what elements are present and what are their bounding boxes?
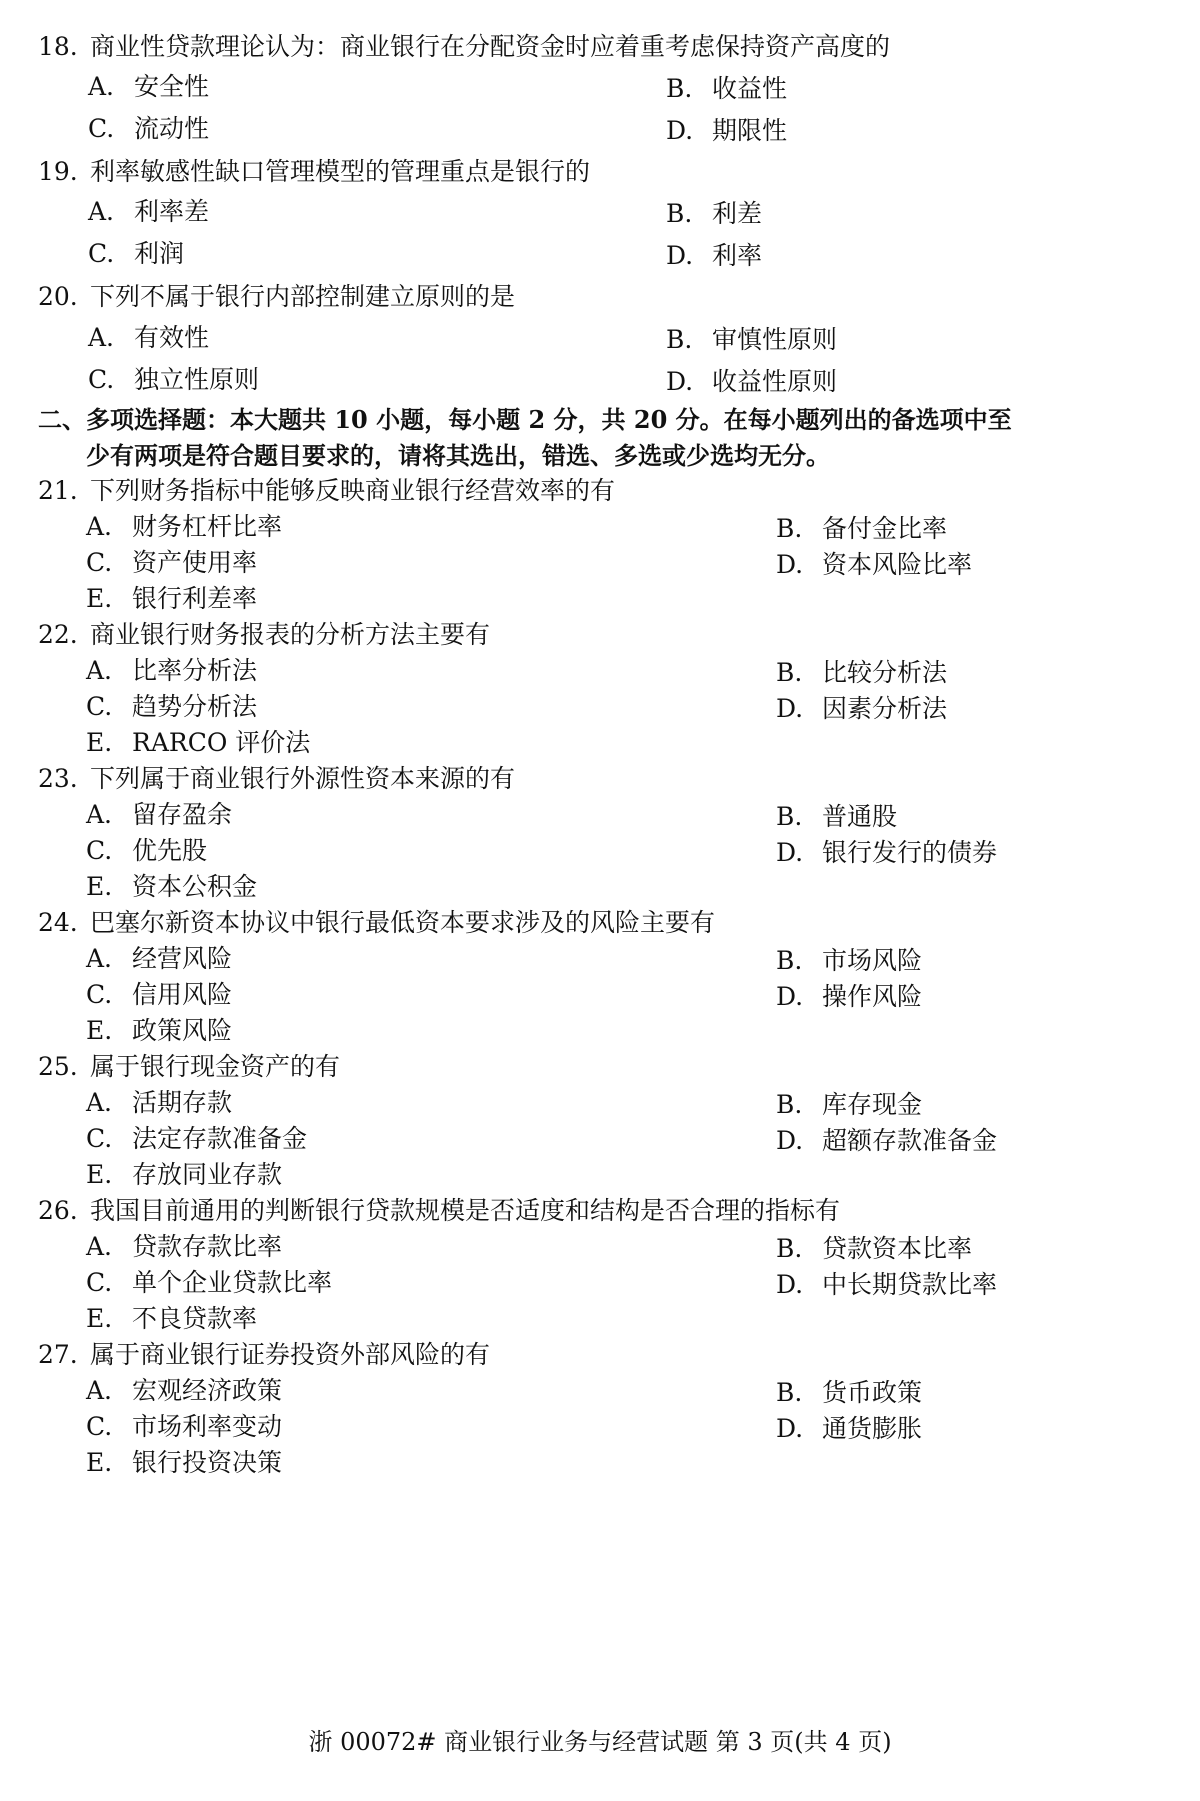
option-a: A. 活期存款 [86,1088,233,1117]
question-26 [38,1198,840,1223]
option-e: E. 银行利差率 [86,584,258,613]
option-a: A. 利率差 [88,197,210,226]
question-number: 23. [38,764,78,793]
question-number: 24. [38,908,78,937]
question-stem: 利率敏感性缺口管理模型的管理重点是银行的 [90,157,591,186]
option-b: B. 普通股 [776,802,898,831]
option-d: D. 收益性原则 [666,367,838,396]
option-d: D. 超额存款准备金 [776,1126,998,1155]
option-e: E. 政策风险 [86,1016,233,1045]
option-c: C. 流动性 [88,114,210,143]
option-b: B. 比较分析法 [776,658,948,687]
option-a: A. 经营风险 [86,944,233,973]
option-e: E. 存放同业存款 [86,1160,283,1189]
option-a: A. 贷款存款比率 [86,1232,283,1261]
option-a: A. 财务杠杆比率 [86,512,283,541]
question-number: 20. [38,282,78,311]
question-stem: 商业银行财务报表的分析方法主要有 [90,620,491,649]
option-d: D. 利率 [666,241,763,270]
question-18 [38,34,890,59]
question-stem: 我国目前通用的判断银行贷款规模是否适度和结构是否合理的指标有 [90,1196,841,1225]
option-b: B. 备付金比率 [776,514,948,543]
page-footer: 浙 00072# 商业银行业务与经营试题 第 3 页(共 4 页) [308,1728,892,1756]
option-a: A. 留存盈余 [86,800,233,829]
option-b: B. 收益性 [666,74,788,103]
option-c: C. 法定存款准备金 [86,1124,308,1153]
question-number: 25. [38,1052,78,1081]
option-c: C. 独立性原则 [88,365,260,394]
section-heading-cont: 少有两项是符合题目要求的，请将其选出，错选、多选或少选均无分。 [86,441,830,470]
option-e: E. 资本公积金 [86,872,258,901]
question-21 [38,478,615,503]
option-d: D. 操作风险 [776,982,923,1011]
question-19 [38,159,590,184]
question-22 [38,622,490,647]
option-e: E. 银行投资决策 [86,1448,283,1477]
option-a: A. 比率分析法 [86,656,258,685]
option-b: B. 货币政策 [776,1378,923,1407]
question-stem: 属于银行现金资产的有 [90,1052,341,1081]
option-b: B. 库存现金 [776,1090,923,1119]
question-number: 27. [38,1340,78,1369]
question-stem: 下列财务指标中能够反映商业银行经营效率的有 [90,476,616,505]
option-d: D. 通货膨胀 [776,1414,923,1443]
question-stem: 商业性贷款理论认为：商业银行在分配资金时应着重考虑保持资产高度的 [90,32,891,61]
question-stem: 属于商业银行证券投资外部风险的有 [90,1340,491,1369]
option-e: E. 不良贷款率 [86,1304,258,1333]
option-b: B. 审慎性原则 [666,325,838,354]
option-a: A. 安全性 [88,72,210,101]
question-20 [38,284,515,309]
question-stem: 下列属于商业银行外源性资本来源的有 [90,764,516,793]
option-d: D. 期限性 [666,116,788,145]
option-d: D. 银行发行的债券 [776,838,998,867]
option-a: A. 有效性 [88,323,210,352]
question-24 [38,910,715,935]
question-number: 19. [38,157,78,186]
question-stem: 巴塞尔新资本协议中银行最低资本要求涉及的风险主要有 [90,908,716,937]
question-stem: 下列不属于银行内部控制建立原则的是 [90,282,516,311]
option-b: B. 利差 [666,199,763,228]
option-c: C. 市场利率变动 [86,1412,283,1441]
option-b: B. 贷款资本比率 [776,1234,973,1263]
option-c: C. 利润 [88,239,185,268]
option-c: C. 单个企业贷款比率 [86,1268,333,1297]
question-number: 26. [38,1196,78,1225]
option-b: B. 市场风险 [776,946,923,975]
question-27 [38,1342,490,1367]
question-23 [38,766,515,791]
option-a: A. 宏观经济政策 [86,1376,283,1405]
option-d: D. 因素分析法 [776,694,948,723]
option-c: C. 资产使用率 [86,548,258,577]
section-heading: 二、多项选择题：本大题共 10 小题，每小题 2 分，共 20 分。在每小题列出的备选项中至 [38,405,1012,434]
question-number: 18. [38,32,78,61]
option-e: E. RARCO 评价法 [86,728,311,757]
option-c: C. 优先股 [86,836,208,865]
option-d: D. 中长期贷款比率 [776,1270,998,1299]
question-number: 21. [38,476,78,505]
option-c: C. 趋势分析法 [86,692,258,721]
question-number: 22. [38,620,78,649]
option-d: D. 资本风险比率 [776,550,973,579]
question-25 [38,1054,340,1079]
option-c: C. 信用风险 [86,980,233,1009]
